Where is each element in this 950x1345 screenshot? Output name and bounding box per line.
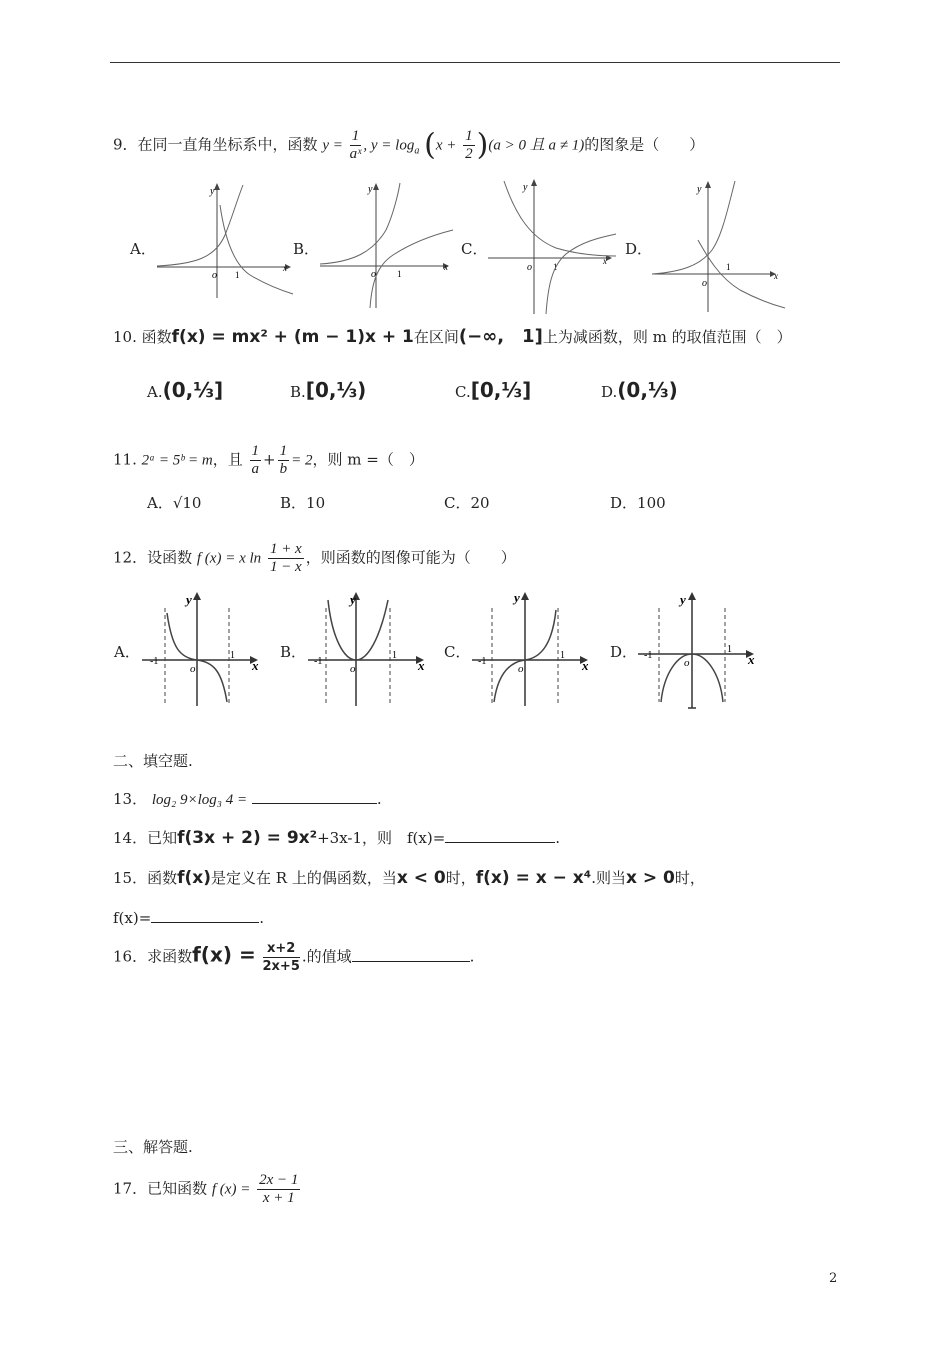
svg-text:x: x	[444, 262, 448, 272]
svg-text:x: x	[774, 271, 778, 281]
svg-text:o: o	[702, 278, 707, 289]
q10-option-c: C.[0,⅓]	[455, 378, 532, 402]
svg-text:1: 1	[553, 262, 558, 272]
svg-text:y: y	[210, 186, 215, 197]
q11-option-a: A．√10	[147, 494, 202, 512]
q15-answer-blank[interactable]	[151, 906, 259, 923]
q9-text: 9．在同一直角坐标系中，函数 y = $\frac{1}{\text{aˣ}}$ , $y = \log_a (x$ + $\frac{1}{2}$ )(a > 0 且 a ≠ 1)的图象是（ ）	[113, 127, 705, 163]
svg-text:x: x	[252, 658, 259, 673]
section-2-heading: 二、填空题.	[113, 752, 193, 770]
svg-text:-1: -1	[314, 656, 323, 667]
svg-text:y: y	[350, 592, 356, 607]
svg-text:1: 1	[230, 650, 235, 661]
section-3-heading: 三、解答题.	[113, 1138, 193, 1156]
q10-option-b: B.[0,⅓)	[290, 378, 367, 402]
q12-graph-c	[470, 588, 595, 708]
svg-text:y: y	[680, 592, 686, 607]
q9-graph-a	[155, 180, 295, 300]
q12-option-b-label: B．	[280, 643, 307, 661]
svg-text:o: o	[684, 657, 690, 669]
q9-graph-b	[318, 180, 458, 310]
q12-option-c-label: C．	[444, 643, 471, 661]
svg-text:-1: -1	[478, 656, 487, 667]
q10-option-a: A.(0,⅓]	[147, 378, 224, 402]
svg-text:y: y	[514, 590, 520, 605]
q15-text: 15．函数f(x)是定义在 R 上的偶函数，当x < 0时，f(x) = x − x⁴.则当x > 0时，	[113, 868, 705, 888]
q9-option-b-label: B．	[293, 240, 320, 258]
svg-text:y: y	[523, 182, 528, 193]
svg-text:1: 1	[392, 650, 397, 661]
q16-text: 16．求函数f(x) = $\frac{x+2}{2x+5}$ .的值域 .	[113, 941, 475, 974]
svg-text:y: y	[697, 184, 702, 195]
svg-text:o: o	[350, 663, 356, 675]
q16-answer-blank[interactable]	[352, 945, 470, 962]
svg-text:x: x	[418, 658, 425, 673]
q12-option-d-label: D．	[610, 643, 638, 661]
svg-text:y: y	[186, 592, 192, 607]
q15-answer-line: f(x)= .	[113, 906, 264, 928]
q11-text: 11. 2ᵃ = 5ᵇ = m，且 $\frac{1}{a}$ + $\frac{1}{b}$ = 2，则 m =（ ）	[113, 443, 424, 477]
svg-text:o: o	[371, 269, 376, 280]
svg-text:o: o	[527, 262, 532, 273]
header-rule	[110, 62, 840, 63]
q9-graph-c	[486, 176, 621, 316]
q11-option-c: C．20	[444, 494, 490, 512]
q9-graph-d	[650, 178, 790, 314]
svg-text:o: o	[212, 270, 217, 281]
q9-option-c-label: C．	[461, 240, 488, 258]
q9-option-a-label: A．	[130, 240, 156, 258]
q10-option-d: D.(0,⅓)	[601, 378, 678, 402]
svg-text:1: 1	[726, 262, 731, 272]
q12-graph-a	[140, 588, 265, 708]
q12-graph-b	[306, 588, 431, 708]
svg-text:-1: -1	[644, 650, 653, 661]
q14-text: 14．已知f(3x + 2) = 9x²+3x-1，则 f(x)= .	[113, 828, 561, 848]
svg-text:x: x	[603, 256, 607, 266]
svg-text:1: 1	[727, 644, 732, 655]
svg-text:1: 1	[235, 270, 240, 280]
q13-answer-blank[interactable]	[252, 787, 377, 804]
q12-graph-d	[636, 588, 761, 714]
q17-text: 17．已知函数 f (x) = $\frac{2x - 1}{x + 1}$	[113, 1172, 299, 1206]
svg-text:1: 1	[397, 269, 402, 279]
page-number: 2	[829, 1271, 838, 1286]
q14-answer-blank[interactable]	[445, 826, 555, 843]
q9-option-d-label: D．	[625, 240, 653, 258]
q12-text: 12．设函数 f (x) = x ln $\frac{1 + x}{1 - x}$ ，则函数的图像可能为（ ）	[113, 541, 516, 575]
svg-text:y: y	[368, 184, 373, 195]
q12-option-a-label: A．	[114, 643, 140, 661]
q10-text: 10. 函数f(x) = mx² + (m − 1)x + 1在区间(−∞, 1]上为减函数，则 m 的取值范围（ ）	[113, 326, 792, 347]
svg-text:-1: -1	[150, 656, 159, 667]
svg-text:1: 1	[560, 650, 565, 661]
svg-text:x: x	[582, 658, 589, 673]
svg-text:x: x	[748, 652, 755, 667]
svg-text:x: x	[283, 263, 287, 273]
svg-text:o: o	[190, 663, 196, 675]
q11-option-d: D．100	[610, 494, 666, 512]
svg-text:o: o	[518, 663, 524, 675]
q11-option-b: B．10	[280, 494, 326, 512]
q13-text: 13． log₂ 9×log₃ 4 = .	[113, 787, 382, 810]
